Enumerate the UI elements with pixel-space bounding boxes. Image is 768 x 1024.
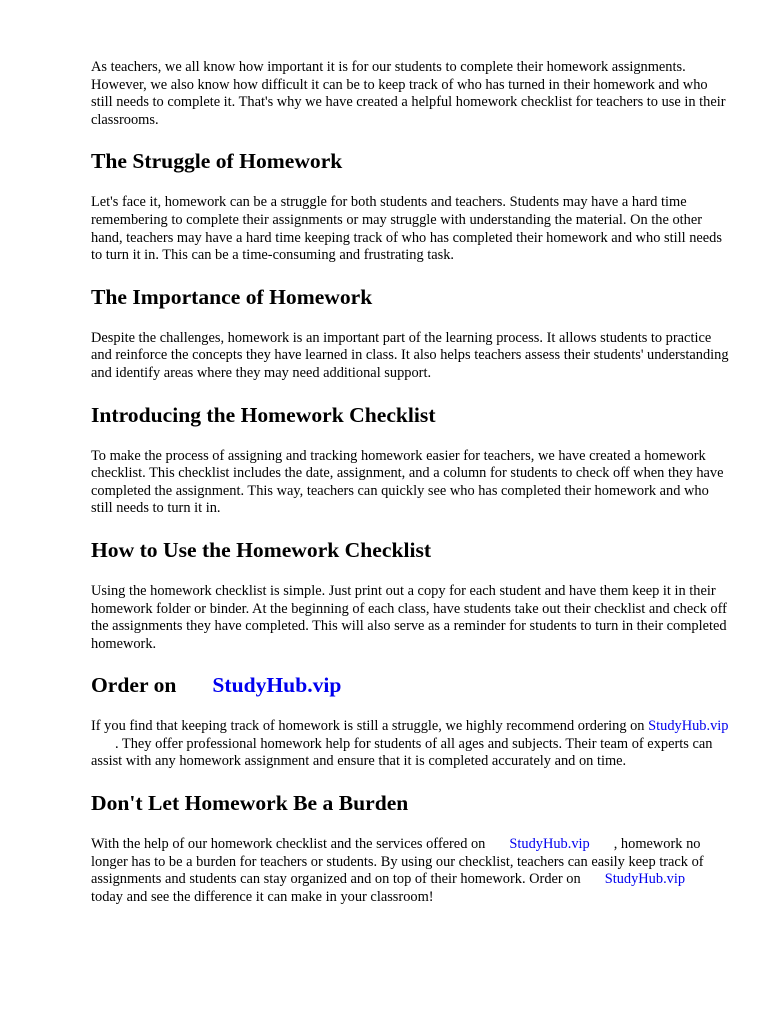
- heading-burden: Don't Let Homework Be a Burden: [91, 791, 409, 816]
- paragraph-how-to-use: Using the homework checklist is simple. Just print out a copy for each student and have them keep it in their homework folder or binder. At the beginning of each class, have students take out their checklist and check off the assignments they have completed. This will also serve as a reminder for students to turn in their completed homework.: [91, 582, 727, 652]
- paragraph-burden: [91, 836, 731, 906]
- paragraph-order-text-after: . They offer professional homework help for students of all ages and subjects. Their team of experts can assist with any homework assignment and ensure that it is completed accurately and on time.: [91, 735, 713, 770]
- heading-struggle: The Struggle of Homework: [91, 149, 343, 174]
- paragraph-importance: Despite the challenges, homework is an important part of the learning process. It allows students to practice and reinforce the concepts they have learned in class. It also helps teachers assess their students' understanding and identify areas where they may need additional support.: [91, 329, 729, 381]
- paragraph-burden-text-3: today and see the difference it can make in your classroom!: [91, 888, 434, 905]
- paragraph-introducing-checklist: To make the process of assigning and tracking homework easier for teachers, we have created a homework checklist. This checklist includes the date, assignment, and a column for students to check off when they have completed the assignment. This way, teachers can quickly see who has completed their homework and who still needs to turn it in.: [91, 447, 724, 517]
- paragraph-burden-text-1: With the help of our homework checklist and the services offered on: [91, 836, 486, 853]
- paragraph-order: [91, 718, 731, 771]
- paragraph-burden-text-2: , homework no longer has to be a burden for teachers or students. By using our checklist, teachers can easily keep track of assignments and students can stay organized and on top of their homework. Order on: [91, 836, 704, 888]
- paragraph-struggle: Let's face it, homework can be a struggle for both students and teachers. Students may have a hard time remembering to complete their assignments or may struggle with understanding the material. On the other hand, teachers may have a hard time keeping track of who has completed their homework and who still needs to turn it in. This can be a time-consuming and frustrating task.: [91, 194, 722, 264]
- document-page: [91, 59, 731, 906]
- paragraph-burden-link-1[interactable]: StudyHub.vip: [509, 836, 590, 853]
- heading-how-to-use: How to Use the Homework Checklist: [91, 537, 432, 562]
- heading-importance: The Importance of Homework: [91, 284, 373, 309]
- paragraph-order-text-before: If you find that keeping track of homework is still a struggle, we highly recommend ordering on: [91, 718, 645, 735]
- paragraph-burden-link-2[interactable]: StudyHub.vip: [604, 871, 686, 888]
- heading-order: [91, 672, 731, 698]
- paragraph-order-link[interactable]: StudyHub.vip: [648, 718, 729, 735]
- heading-order-link[interactable]: StudyHub.vip: [212, 673, 342, 698]
- intro-paragraph: As teachers, we all know how important it is for our students to complete their homework assignments. However, we also know how difficult it can be to keep track of who has turned in their homework and who still needs to complete it. That's why we have created a helpful homework checklist for teachers to use in their classrooms.: [91, 59, 726, 128]
- heading-introducing-checklist: Introducing the Homework Checklist: [91, 402, 436, 427]
- heading-order-prefix: Order on: [91, 673, 177, 698]
